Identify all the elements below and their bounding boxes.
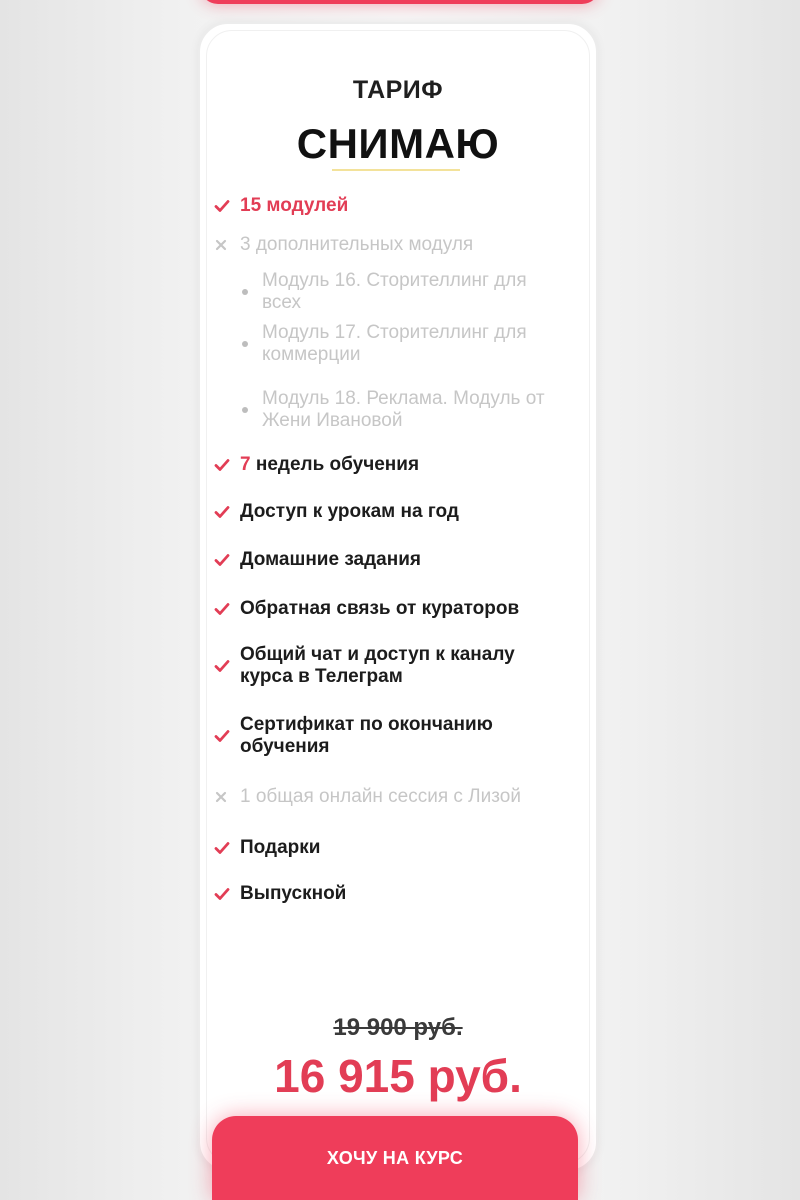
buy-course-button-label: ХОЧУ НА КУРС xyxy=(326,1147,464,1168)
feature-item xyxy=(214,598,576,620)
feature-text: Общий чат и доступ к каналу курса в Телеграм xyxy=(240,644,515,687)
feature-item xyxy=(214,195,576,217)
feature-item xyxy=(214,714,514,758)
check-icon xyxy=(214,505,240,519)
check-icon xyxy=(214,458,240,472)
extra-module-text: Модуль 18. Реклама. Модуль от Жени Ивановой xyxy=(262,388,545,431)
tariff-card xyxy=(198,22,598,1172)
feature-highlight: 15 модулей xyxy=(240,195,349,216)
feature-item xyxy=(214,501,576,523)
check-icon xyxy=(214,841,240,855)
check-icon xyxy=(214,553,240,567)
cross-icon xyxy=(214,238,240,252)
feature-item xyxy=(214,837,576,859)
bullet-icon xyxy=(242,289,262,295)
check-icon xyxy=(214,659,240,673)
extra-module-text: Модуль 17. Сторителлинг для коммерции xyxy=(262,322,527,365)
feature-item xyxy=(214,234,576,256)
new-price: 16 915 руб. xyxy=(274,1050,522,1102)
feature-text: Подарки xyxy=(240,837,321,858)
feature-text xyxy=(240,195,348,217)
tariff-name: СНИМАЮ xyxy=(296,120,500,167)
feature-text: Доступ к урокам на год xyxy=(240,501,459,522)
extra-module-text: Модуль 16. Сторителлинг для всех xyxy=(262,270,527,313)
feature-text: 1 общая онлайн сессия с Лизой xyxy=(240,786,521,807)
buy-course-button[interactable] xyxy=(212,1116,578,1200)
feature-item xyxy=(214,549,576,571)
feature-item xyxy=(214,454,576,476)
feature-text: Домашние задания xyxy=(240,549,421,570)
feature-item xyxy=(214,644,544,688)
feature-text: Обратная связь от кураторов xyxy=(240,598,520,619)
check-icon xyxy=(214,729,240,743)
feature-text: 7 недель обучения xyxy=(240,454,420,475)
feature-highlight: 7 xyxy=(240,454,251,475)
extra-module-item xyxy=(242,388,552,432)
previous-cta-button-edge[interactable] xyxy=(200,0,600,4)
feature-text: 3 дополнительных модуля xyxy=(240,234,474,255)
check-icon xyxy=(214,602,240,616)
extra-module-item xyxy=(242,270,542,314)
cross-icon xyxy=(214,790,240,804)
extra-module-item xyxy=(242,322,542,366)
title-divider xyxy=(332,169,460,171)
feature-text: Сертификат по окончанию обучения xyxy=(240,714,493,757)
feature-text: Выпускной xyxy=(240,883,347,904)
tariff-label: ТАРИФ xyxy=(352,76,444,104)
feature-item xyxy=(214,883,576,905)
old-price: 19 900 руб. xyxy=(333,1014,463,1041)
bullet-icon xyxy=(242,341,262,347)
bullet-icon xyxy=(242,407,262,413)
check-icon xyxy=(214,887,240,901)
feature-item xyxy=(214,786,576,808)
check-icon xyxy=(214,199,240,213)
